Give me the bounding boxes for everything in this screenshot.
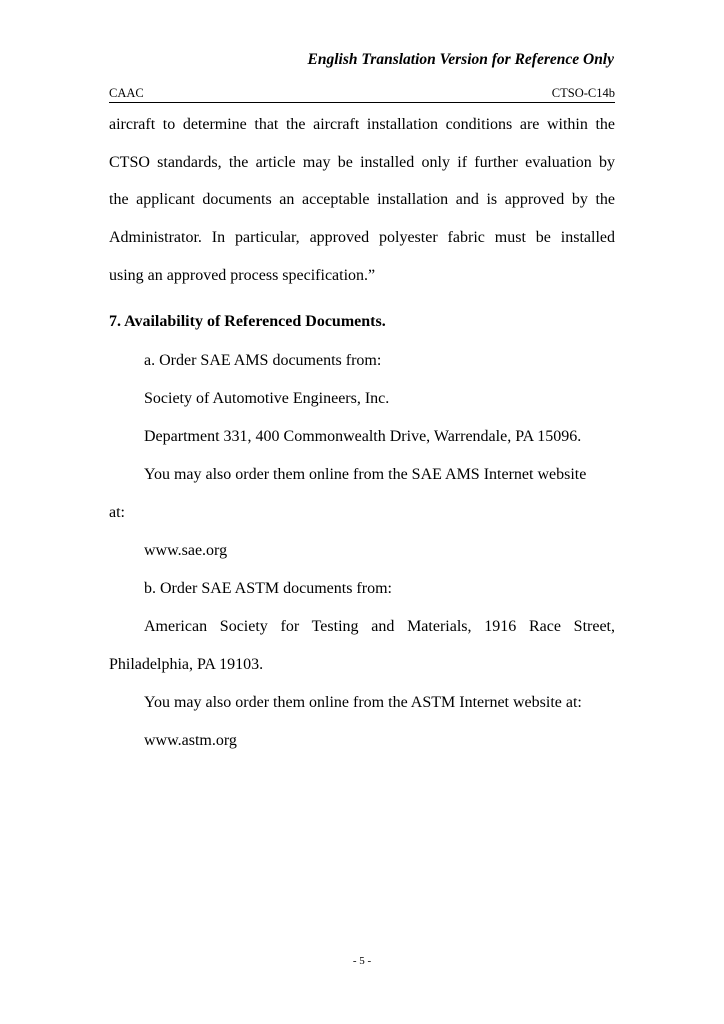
astm-online-line: You may also order them online from the ASTM Internet website at: [144,694,582,711]
page-number: - 5 - [352,955,372,967]
sae-address: Department 331, 400 Commonwealth Drive, Warrendale, PA 15096. [144,428,582,445]
sae-website: www.sae.org [144,542,228,559]
running-header [109,86,615,103]
continuation-line-3: the applicant documents an acceptable installation and is approved by the [109,191,615,208]
astm-website: www.astm.org [144,732,237,749]
sae-order-line: a. Order SAE AMS documents from: [144,352,382,369]
astm-organization-line-2: Philadelphia, PA 19103. [109,656,264,673]
continuation-line-1: aircraft to determine that the aircraft installation conditions are within the [109,116,615,133]
header-authority: CAAC [109,86,144,100]
sae-online-line-1: You may also order them online from the SAE AMS Internet website [144,466,587,483]
astm-order-line: b. Order SAE ASTM documents from: [144,580,392,597]
translation-banner: English Translation Version for Reference Only [307,51,614,68]
continuation-line-2: CTSO standards, the article may be installed only if further evaluation by [109,154,615,171]
continuation-line-5: using an approved process specification.” [109,267,376,284]
astm-organization-line-1: American Society for Testing and Materials, 1916 Race Street, [144,618,615,635]
section-heading: 7. Availability of Referenced Documents. [109,313,386,330]
continuation-line-4: Administrator. In particular, approved polyester fabric must be installed [109,229,615,246]
sae-organization: Society of Automotive Engineers, Inc. [144,390,390,407]
sae-online-line-2: at: [109,504,125,521]
header-document-id: CTSO-C14b [551,86,615,100]
